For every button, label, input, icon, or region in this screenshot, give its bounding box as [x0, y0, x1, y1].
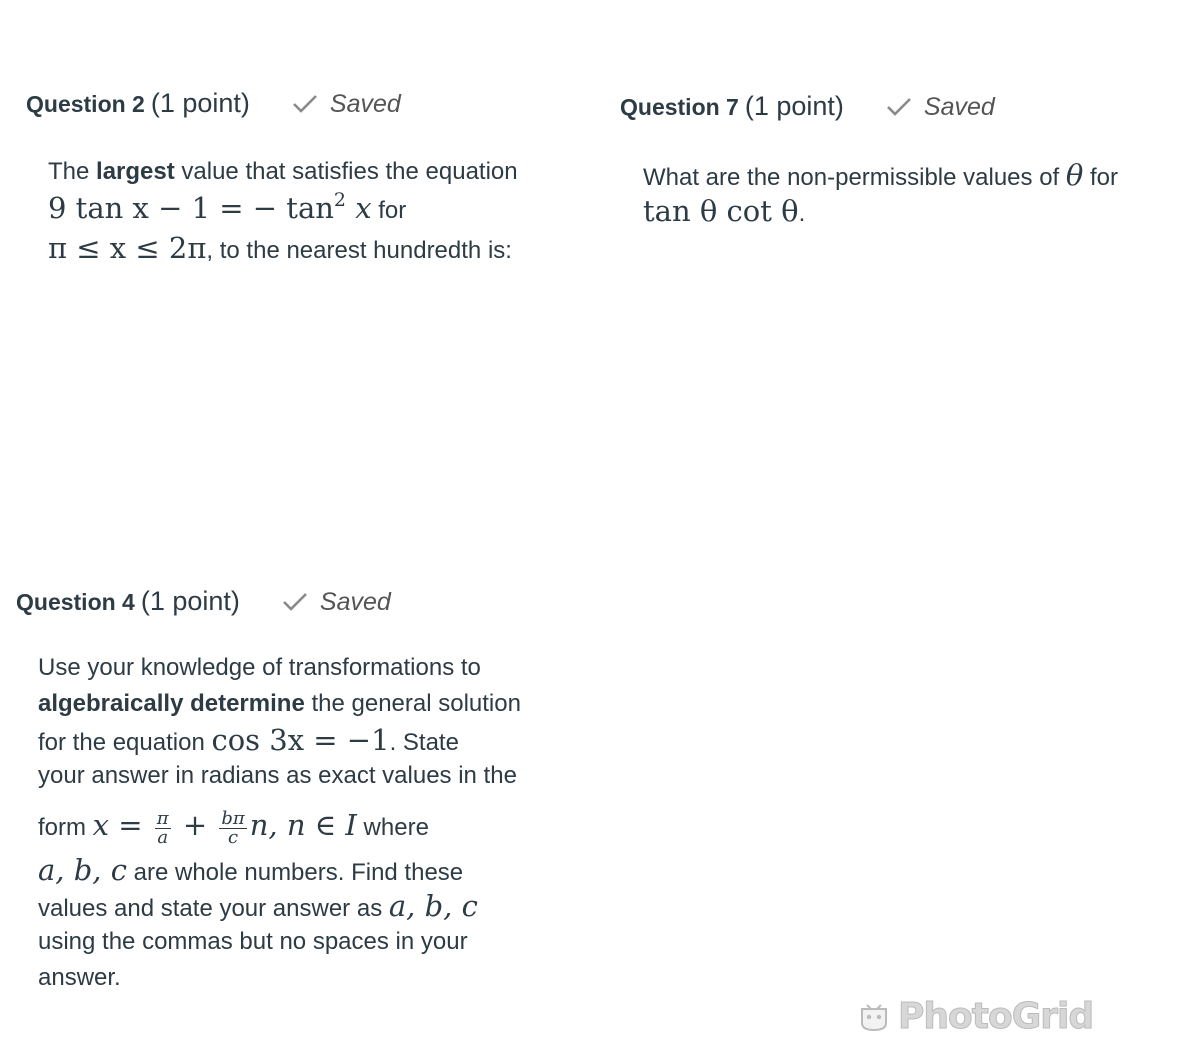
question-4-line-1: Use your knowledge of transformations to — [38, 654, 481, 681]
fraction-bpi-over-c: $\frac{b\pi}{c}$ — [221, 808, 245, 849]
question-2-points: (1 point) — [150, 88, 250, 118]
question-4-line-3: for the equation cos 3x = −1. State — [38, 723, 459, 757]
question-7-points: (1 point) — [744, 91, 844, 121]
equation-exponent: 2 — [333, 189, 347, 211]
equation-variable: x — [346, 191, 372, 225]
equation-cos: cos 3x = −1 — [211, 723, 390, 757]
plus-sign: + — [173, 808, 217, 842]
photogrid-watermark — [858, 996, 1093, 1037]
question-4-points: (1 point) — [140, 586, 240, 616]
answer-format-abc: a, b, c — [388, 889, 478, 923]
emphasis-algebraically: algebraically determine — [38, 690, 305, 717]
question-2-saved-status — [292, 90, 401, 119]
question-4-line-7: values and state your answer as a, b, c — [38, 889, 478, 923]
question-4-form-line: form x = $\frac{\pi}{a}$ + $\frac{b\pi}{c}$ n, n ∈ I where — [38, 808, 429, 849]
question-2-title: Question 2 — [26, 91, 145, 117]
saved-label: Saved — [319, 588, 391, 616]
question-2-header — [26, 88, 401, 119]
question-7-body — [643, 157, 1173, 229]
question-4-line-9: answer. — [38, 964, 121, 991]
checkmark-icon — [292, 94, 318, 114]
question-2-body — [48, 154, 588, 266]
text-for: for — [371, 197, 407, 224]
theta-symbol: θ — [1065, 158, 1084, 192]
photogrid-logo-icon — [858, 1001, 890, 1033]
question-2-equation-line — [48, 190, 588, 230]
question-4-title: Question 4 — [16, 589, 135, 615]
saved-label: Saved — [923, 93, 995, 121]
equation-lhs: 9 tan x − 1 = − tan — [48, 191, 334, 225]
watermark-text: PhotoGrid — [898, 996, 1094, 1037]
saved-label: Saved — [329, 90, 401, 118]
question-7-saved-status — [886, 93, 995, 122]
question-4-header — [16, 586, 391, 617]
form-n-in-i: n, n ∈ I — [249, 808, 357, 842]
question-4-line-2: algebraically determine the general solution — [38, 690, 521, 717]
checkmark-icon — [282, 592, 308, 612]
question-2-range-line: π ≤ x ≤ 2π, to the nearest hundredth is: — [48, 231, 512, 265]
form-x: x = — [92, 808, 152, 842]
variables-abc: a, b, c — [38, 853, 127, 887]
question-4-saved-status — [282, 588, 391, 617]
question-2-line-1: The largest value that satisfies the equation — [48, 158, 518, 185]
fraction-pi-over-a: $\frac{\pi}{a}$ — [156, 808, 169, 849]
question-7-expression-line: tan θ cot θ. — [643, 194, 806, 228]
emphasis-largest: largest — [96, 158, 175, 185]
question-4-line-4: your answer in radians as exact values in the — [38, 762, 517, 789]
checkmark-icon — [886, 97, 912, 117]
question-4-line-6: a, b, c are whole numbers. Find these — [38, 853, 464, 887]
question-7-title: Question 7 — [620, 94, 739, 120]
question-7-header — [620, 91, 995, 122]
question-4-line-8: using the commas but no spaces in your — [38, 928, 468, 955]
equation-range: π ≤ x ≤ 2π — [48, 231, 207, 265]
expression-tan-cot: tan θ cot θ — [643, 194, 799, 228]
question-7-line-1: What are the non-permissible values of θ for — [643, 158, 1119, 192]
question-4-body — [38, 650, 578, 996]
